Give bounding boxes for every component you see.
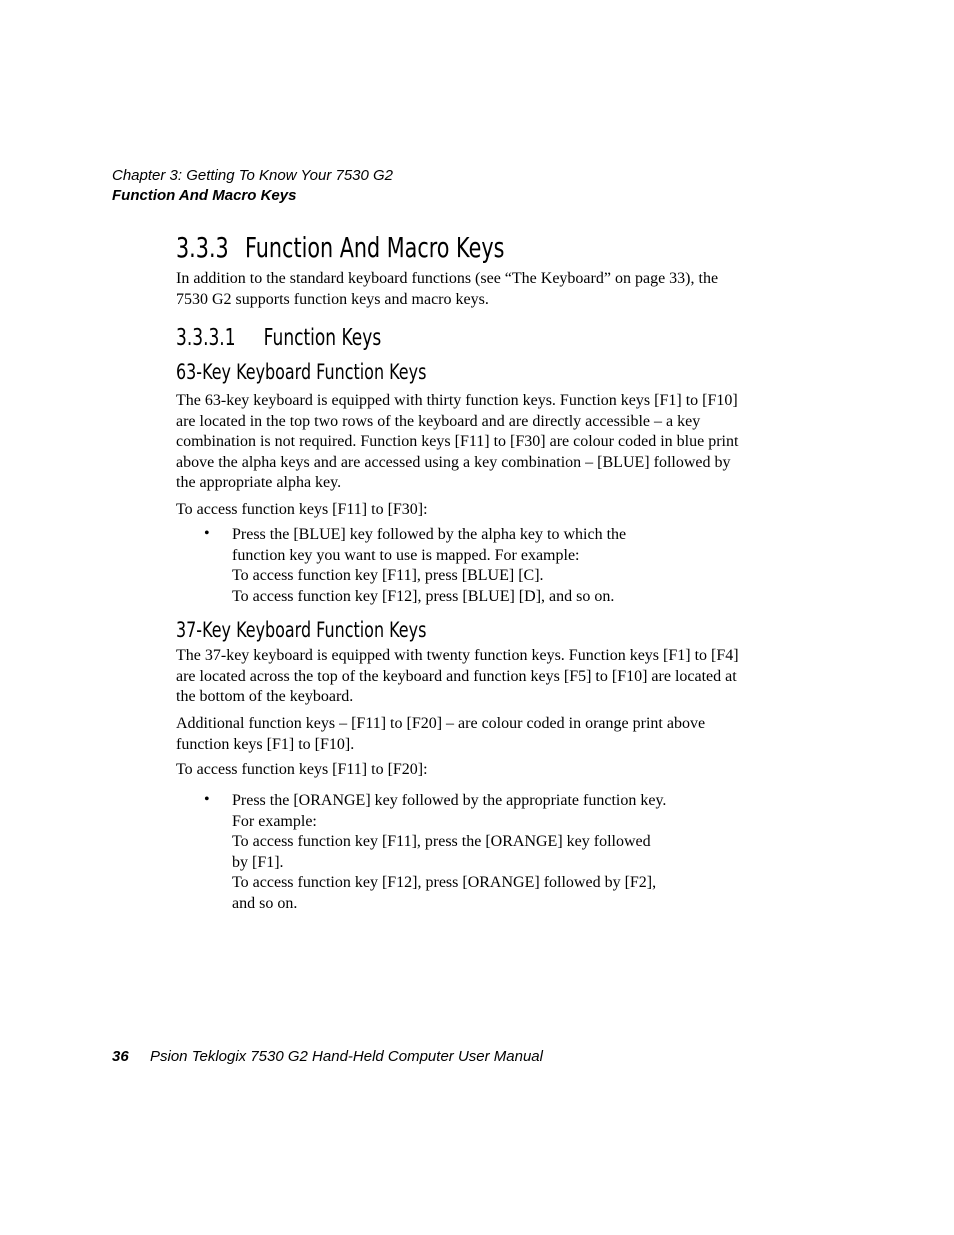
- bullet-line: For example:: [232, 812, 317, 830]
- footer-page-number: 36: [112, 1048, 129, 1065]
- heading-title: Function Keys: [263, 325, 382, 351]
- heading-3-3-3-1: [176, 325, 381, 351]
- bullet-line: and so on.: [232, 894, 298, 912]
- bullet-line: function key you want to use is mapped. For example:: [232, 546, 580, 564]
- paragraph-37-key-additional: Additional function keys – [F11] to [F20] – are colour coded in orange print above function keys [F1] to [F10].: [176, 715, 706, 753]
- heading-3-3-3: [176, 231, 504, 264]
- bullet-marker: •: [204, 525, 210, 542]
- heading-63-key: 63-Key Keyboard Function Keys: [176, 360, 427, 384]
- intro-paragraph: In addition to the standard keyboard functions (see “The Keyboard” on page 33), the 7530 G2 supports function keys and macro keys.: [176, 270, 719, 308]
- bullet-marker: •: [204, 791, 210, 808]
- paragraph-63-key-description: The 63-key keyboard is equipped with thirty function keys. Function keys [F1] to [F10] are located in the top two rows of the keyboard and are directly accessible – a key combination is not required. Function keys [F11] to [F30] are colour coded in blue print above the alpha keys and are accessed using a key combination – [BLUE] followed by the appropriate alpha key.: [176, 392, 739, 491]
- bullet-line: To access function key [F12], press [ORANGE] followed by [F2],: [232, 874, 657, 891]
- paragraph-63-key-access: To access function keys [F11] to [F30]:: [176, 501, 428, 518]
- bullet-line: Press the [BLUE] key followed by the alpha key to which the: [232, 526, 627, 543]
- footer-manual-title: Psion Teklogix 7530 G2 Hand-Held Computer User Manual: [150, 1048, 543, 1065]
- paragraph-37-key-description: The 37-key keyboard is equipped with twenty function keys. Function keys [F1] to [F4] are located across the top of the keyboard and function keys [F5] to [F10] are located at the bottom of the keyboard.: [176, 647, 739, 705]
- heading-37-key: 37-Key Keyboard Function Keys: [176, 618, 427, 642]
- paragraph-37-key-access: To access function keys [F11] to [F20]:: [176, 761, 428, 778]
- bullet-37-key: [232, 791, 702, 914]
- bullet-line: To access function key [F11], press [BLUE] [C].: [232, 567, 544, 584]
- heading-title: Function And Macro Keys: [245, 231, 505, 264]
- bullet-63-key: [232, 525, 702, 607]
- heading-number: 3.3.3.1: [176, 325, 236, 351]
- bullet-line: Press the [ORANGE] key followed by the appropriate function key.: [232, 792, 667, 809]
- bullet-line: To access function key [F11], press the [ORANGE] key followed: [232, 833, 651, 850]
- bullet-line: by [F1].: [232, 853, 284, 871]
- running-header-section: Function And Macro Keys: [112, 187, 297, 204]
- running-header-chapter: Chapter 3: Getting To Know Your 7530 G2: [112, 167, 394, 184]
- heading-number: 3.3.3: [176, 231, 229, 264]
- bullet-line: To access function key [F12], press [BLUE] [D], and so on.: [232, 587, 615, 605]
